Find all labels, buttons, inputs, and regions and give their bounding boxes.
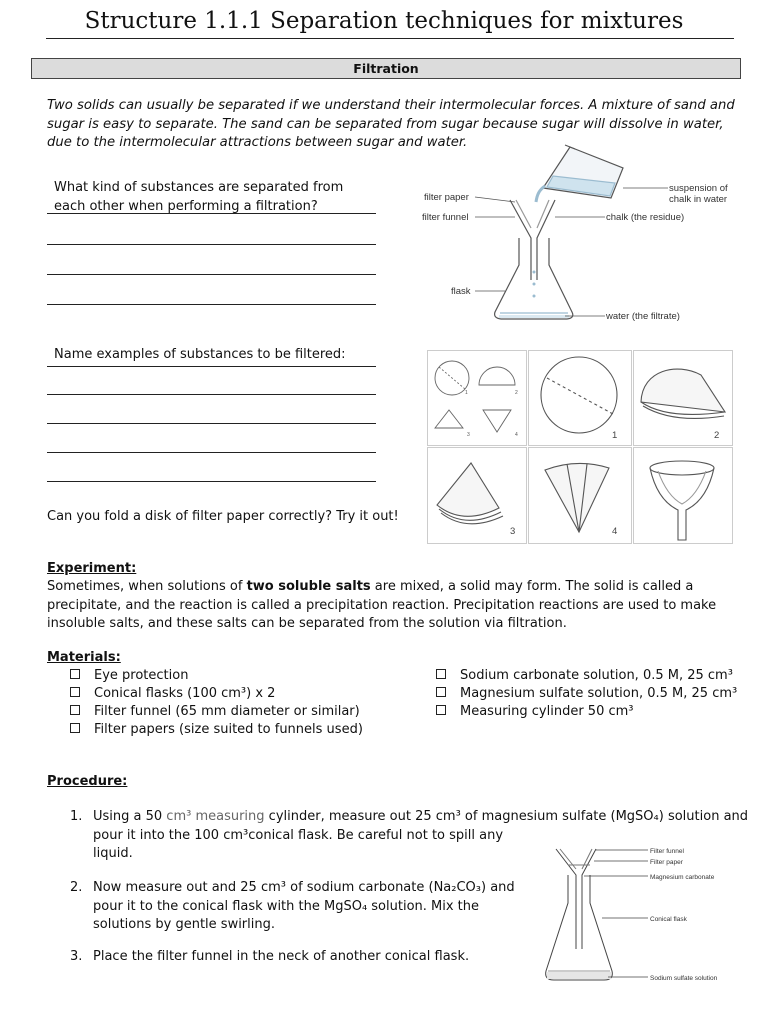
label-suspension-2: chalk in water: [669, 194, 728, 205]
experiment-heading: Experiment:: [47, 561, 137, 576]
thumb-step-1: 1: [465, 390, 468, 396]
label-filtrate: water (the filtrate): [606, 311, 680, 322]
material-item: Magnesium sulfate solution, 0.5 M, 25 cm³: [436, 685, 737, 703]
fold-step-label-4: 4: [612, 526, 618, 537]
section-heading-filtration: Filtration: [31, 58, 741, 79]
thumb-step-4: 4: [515, 432, 518, 438]
label-residue: chalk (the residue): [606, 212, 685, 223]
funnel-with-paper: [650, 461, 714, 540]
procedure-heading: Procedure:: [47, 774, 128, 789]
materials-heading: Materials:: [47, 650, 121, 665]
label2-filter-funnel: Filter funnel: [650, 848, 684, 855]
answer-line[interactable]: [47, 274, 376, 275]
materials-right-list: [436, 667, 737, 721]
question-1: What kind of substances are separated from each other when performing a filtration?: [54, 180, 344, 214]
answer-line[interactable]: [47, 213, 376, 214]
answer-line[interactable]: [47, 481, 376, 482]
fold-step-1: [541, 357, 617, 433]
checkbox[interactable]: [436, 705, 446, 715]
answer-line[interactable]: [47, 244, 376, 245]
precipitate-filtration-diagram: [538, 843, 738, 993]
checkbox[interactable]: [436, 687, 446, 697]
thumb-step-3: 3: [467, 432, 470, 438]
experiment-paragraph: Sometimes, when solutions of two soluble salts are mixed, a solid may form. The solid is called a precipitate, and the reaction is called a precipitation reaction. Precipitation reactions are used to make insoluble salts, and these salts can be separated from the solution via filtration.: [47, 579, 717, 631]
material-item: Filter papers (size suited to funnels used): [70, 721, 363, 739]
filter-paper-folding-diagram: [427, 350, 733, 544]
answer-line[interactable]: [47, 452, 376, 453]
answer-line[interactable]: [47, 366, 376, 367]
fold-step-3: [437, 463, 503, 524]
material-item: Measuring cylinder 50 cm³: [436, 703, 737, 721]
label-filter-paper: filter paper: [424, 192, 469, 203]
label-filter-funnel: filter funnel: [422, 212, 469, 223]
filtrate-drops: [533, 271, 536, 298]
procedure-step-1: 1. Using a 50 cm³ measuring cylinder, measure out 25 cm³ of magnesium sulfate (MgSO₄) solution and pour it into the 100 cm³conical flask. Be careful not to spill any liquid.: [70, 809, 749, 861]
fold-prompt: Can you fold a disk of filter paper correctly? Try it out!: [47, 509, 399, 524]
conical-flask: [495, 238, 573, 319]
title-divider: [46, 38, 734, 39]
material-item: Sodium carbonate solution, 0.5 M, 25 cm³: [436, 667, 737, 685]
label2-filter-paper: Filter paper: [650, 859, 683, 866]
answer-line[interactable]: [47, 423, 376, 424]
filtration-apparatus-diagram: [415, 140, 745, 335]
fold-thumbnails: [435, 361, 515, 432]
material-item: Eye protection: [70, 667, 363, 685]
material-item: Conical flasks (100 cm³) x 2: [70, 685, 363, 703]
label2-sodium-sulfate: Sodium sulfate solution: [650, 975, 718, 982]
materials-left-list: [70, 667, 363, 739]
checkbox[interactable]: [70, 723, 80, 733]
experiment-emphasis: two soluble salts: [246, 579, 371, 594]
fold-step-label-3: 3: [510, 526, 516, 537]
material-item: Filter funnel (65 mm diameter or similar): [70, 703, 363, 721]
fold-step-label-1: 1: [612, 430, 618, 441]
fold-step-label-2: 2: [714, 430, 720, 441]
checkbox[interactable]: [70, 687, 80, 697]
label2-conical-flask: Conical flask: [650, 916, 687, 923]
checkbox[interactable]: [70, 669, 80, 679]
question-2: Name examples of substances to be filtered:: [54, 347, 346, 362]
checkbox[interactable]: [436, 669, 446, 679]
label2-magnesium-carbonate: Magnesium carbonate: [650, 874, 715, 881]
answer-line[interactable]: [47, 394, 376, 395]
pouring-stream: [536, 186, 545, 202]
answer-line[interactable]: [47, 304, 376, 305]
filter-funnel: [510, 200, 555, 280]
label-flask: flask: [451, 286, 471, 297]
fold-step-4: [545, 463, 609, 532]
intro-paragraph: Two solids can usually be separated if we understand their intermolecular forces. A mixture of sand and sugar is easy to separate. The sand can be separated from sugar because sugar will dissolve in water, due to the intermolecular attractions between sugar and water.: [47, 98, 735, 150]
checkbox[interactable]: [70, 705, 80, 715]
procedure-step-2: 2. Now measure out and 25 cm³ of sodium carbonate (Na₂CO₃) and pour it to the conical flask with the MgSO₄ solution. Mix the solutions by gentle swirling.: [70, 880, 515, 932]
thumb-step-2: 2: [515, 390, 518, 396]
label-suspension-1: suspension of: [669, 183, 728, 194]
page-title: Structure 1.1.1 Separation techniques for mixtures: [84, 8, 684, 34]
pouring-beaker: [543, 145, 623, 198]
fold-step-2: [641, 369, 725, 418]
